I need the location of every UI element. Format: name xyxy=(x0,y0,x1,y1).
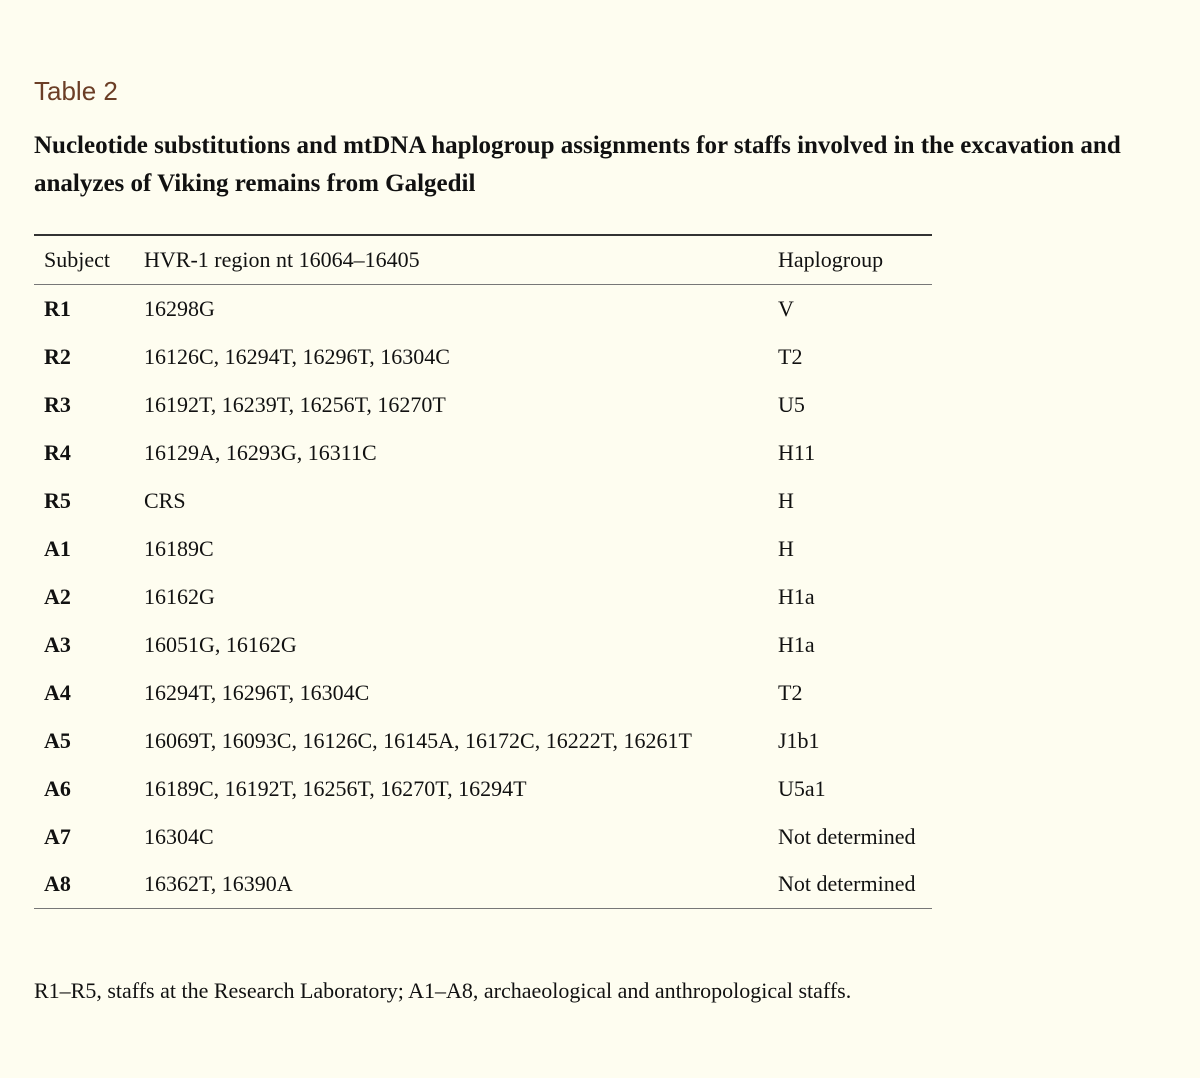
cell-haplogroup: V xyxy=(778,295,794,321)
cell-haplogroup: J1b1 xyxy=(778,727,820,753)
table-row xyxy=(34,477,932,525)
cell-subject: R1 xyxy=(44,295,71,321)
table-caption: Nucleotide substitutions and mtDNA haplogroup assignments for staffs involved in the excavation and analyzes of Viking remains from Galgedil xyxy=(34,132,1121,197)
cell-subject: A8 xyxy=(44,871,71,897)
table-body xyxy=(34,285,932,909)
table-row xyxy=(34,669,932,717)
cell-haplogroup: U5a1 xyxy=(778,775,826,801)
table-row xyxy=(34,861,932,909)
cell-substitutions: 16069T, 16093C, 16126C, 16145A, 16172C, 16222T, 16261T xyxy=(144,727,692,753)
table-row xyxy=(34,573,932,621)
header-haplogroup: Haplogroup xyxy=(778,247,884,272)
cell-haplogroup: H11 xyxy=(778,439,816,465)
cell-subject: R2 xyxy=(44,343,71,369)
table-row xyxy=(34,381,932,429)
cell-substitutions: CRS xyxy=(144,487,186,513)
cell-subject: A3 xyxy=(44,631,71,657)
cell-subject: A4 xyxy=(44,679,71,705)
table-footnote: R1–R5, staffs at the Research Laboratory; A1–A8, archaeological and anthropological staffs. xyxy=(34,978,852,1003)
cell-substitutions: 16298G xyxy=(144,295,215,321)
header-subject: Subject xyxy=(44,247,110,272)
table-row xyxy=(34,717,932,765)
cell-substitutions: 16189C xyxy=(144,535,214,561)
table-row xyxy=(34,429,932,477)
cell-subject: R3 xyxy=(44,391,71,417)
cell-substitutions: 16162G xyxy=(144,583,215,609)
table-row xyxy=(34,813,932,861)
cell-substitutions: 16189C, 16192T, 16256T, 16270T, 16294T xyxy=(144,775,527,801)
cell-substitutions: 16294T, 16296T, 16304C xyxy=(144,679,370,705)
cell-haplogroup: H xyxy=(778,535,794,561)
header-hvr1-region: HVR-1 region nt 16064–16405 xyxy=(144,247,420,272)
cell-substitutions: 16126C, 16294T, 16296T, 16304C xyxy=(144,343,450,369)
cell-substitutions: 16192T, 16239T, 16256T, 16270T xyxy=(144,391,446,417)
cell-subject: A5 xyxy=(44,727,71,753)
cell-subject: A7 xyxy=(44,823,71,849)
cell-substitutions: 16129A, 16293G, 16311C xyxy=(144,439,377,465)
cell-subject: A6 xyxy=(44,775,71,801)
cell-haplogroup: H xyxy=(778,487,794,513)
cell-haplogroup: T2 xyxy=(778,679,803,705)
cell-subject: A2 xyxy=(44,583,71,609)
cell-haplogroup: T2 xyxy=(778,343,803,369)
cell-substitutions: 16304C xyxy=(144,823,214,849)
table-row xyxy=(34,621,932,669)
cell-haplogroup: Not determined xyxy=(778,871,916,897)
cell-subject: R4 xyxy=(44,439,71,465)
table-row xyxy=(34,285,932,333)
cell-subject: A1 xyxy=(44,535,71,561)
table-row xyxy=(34,333,932,381)
cell-haplogroup: U5 xyxy=(778,391,805,417)
cell-haplogroup: H1a xyxy=(778,631,815,657)
cell-haplogroup: H1a xyxy=(778,583,815,609)
table-header-row xyxy=(34,235,932,285)
cell-subject: R5 xyxy=(44,487,71,513)
table-label: Table 2 xyxy=(34,76,118,106)
table-row xyxy=(34,525,932,573)
table-row xyxy=(34,765,932,813)
haplogroup-table xyxy=(34,234,932,909)
cell-substitutions: 16051G, 16162G xyxy=(144,631,297,657)
cell-haplogroup: Not determined xyxy=(778,823,916,849)
cell-substitutions: 16362T, 16390A xyxy=(144,871,293,897)
